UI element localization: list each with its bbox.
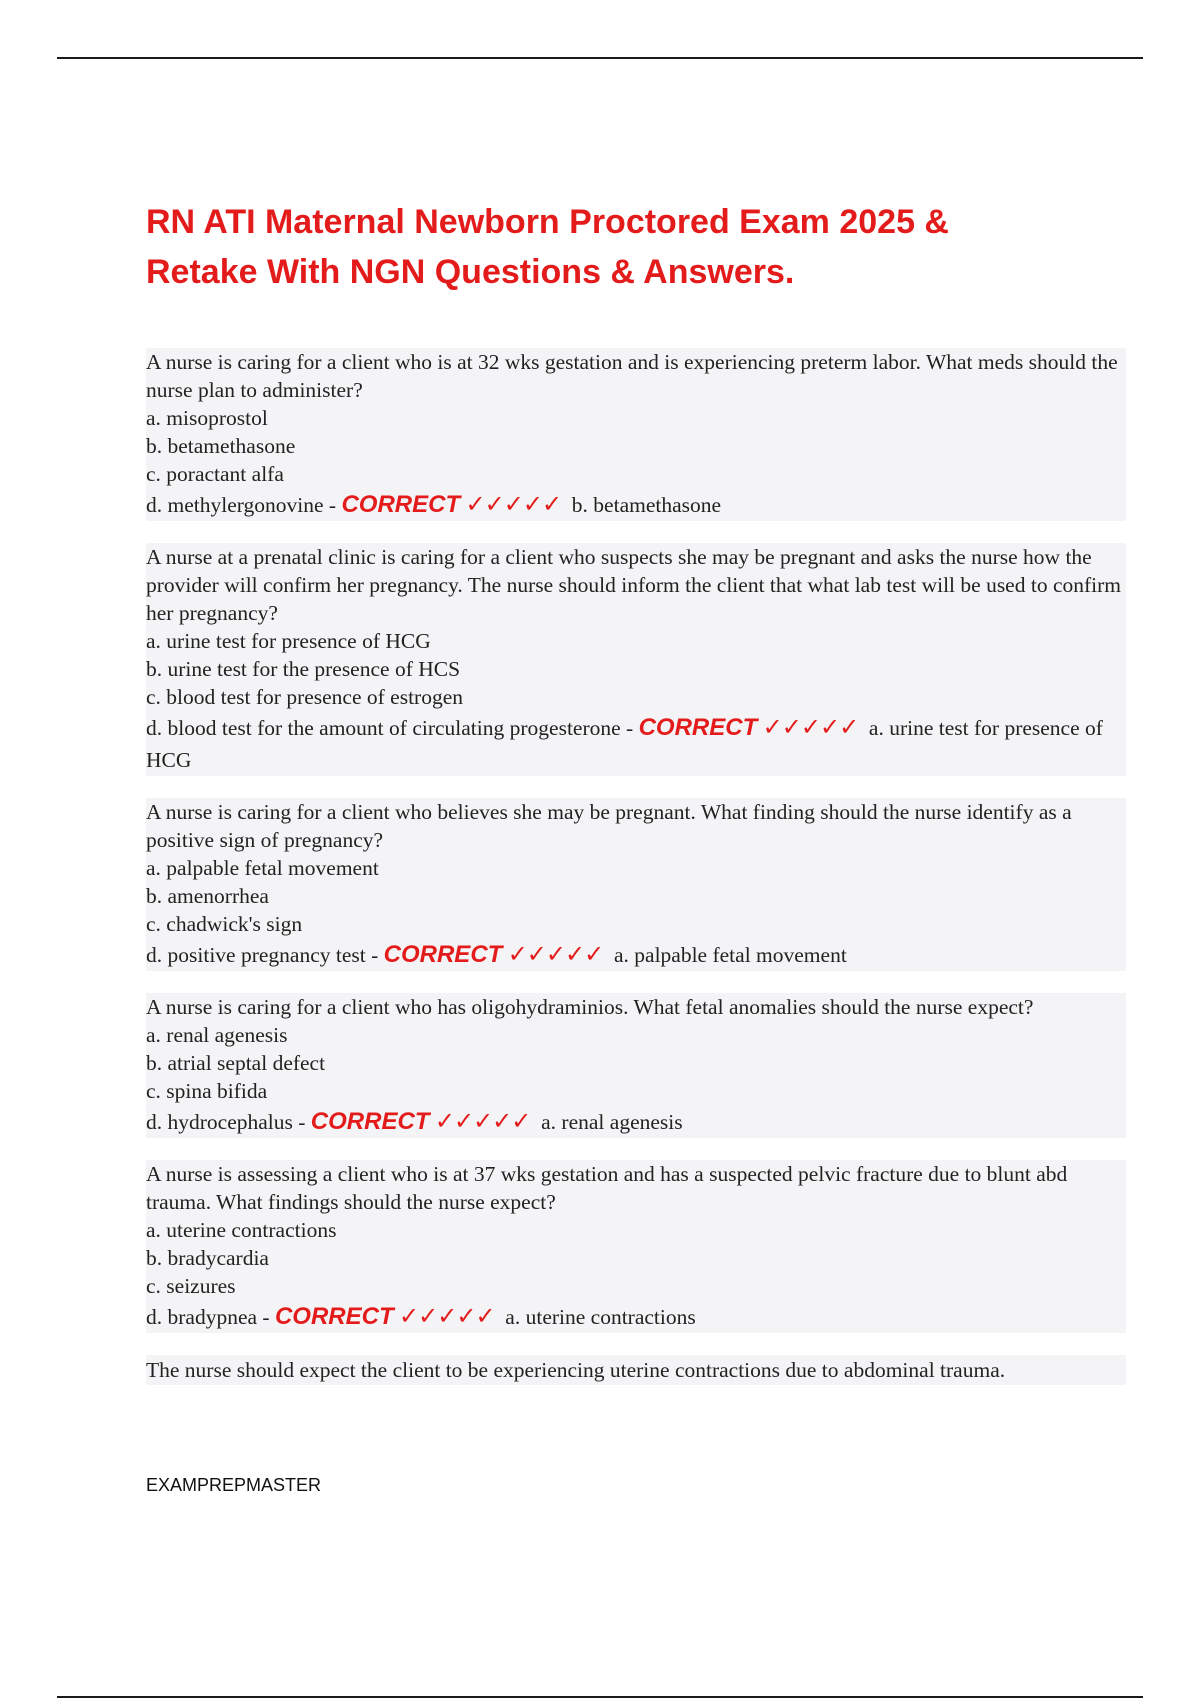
- option-a: a. uterine contractions: [146, 1216, 1126, 1244]
- checkmarks-icon: ✓✓✓✓✓: [507, 940, 604, 968]
- question-block: [146, 1160, 1126, 1333]
- option-c: c. spina bifida: [146, 1077, 1126, 1105]
- answer-line: [146, 711, 1126, 776]
- correct-answer: b. betamethasone: [571, 493, 722, 517]
- bottom-rule: [57, 1696, 1143, 1698]
- option-d: d. blood test for the amount of circulating progesterone -: [146, 716, 639, 740]
- answer-line: [146, 938, 1126, 971]
- correct-answer: a. renal agenesis: [541, 1110, 683, 1134]
- correct-label: CORRECT: [274, 1303, 394, 1330]
- answer-line: [146, 488, 1126, 521]
- option-a: a. renal agenesis: [146, 1021, 1126, 1049]
- correct-label: CORRECT: [638, 714, 758, 741]
- footer-brand: EXAMPREPMASTER: [146, 1475, 322, 1495]
- question-stem: A nurse is assessing a client who is at 37 wks gestation and has a suspected pelvic fracture due to blunt abd trauma. What findings should the nurse expect?: [146, 1160, 1126, 1216]
- correct-label: CORRECT: [341, 491, 461, 518]
- question-block: [146, 348, 1126, 521]
- question-block: [146, 798, 1126, 971]
- option-a: a. misoprostol: [146, 404, 1126, 432]
- correct-label: CORRECT: [310, 1108, 430, 1135]
- question-block: [146, 543, 1126, 776]
- option-c: c. seizures: [146, 1272, 1126, 1300]
- checkmarks-icon: ✓✓✓✓✓: [399, 1302, 495, 1330]
- correct-answer: a. uterine contractions: [505, 1305, 696, 1329]
- checkmarks-icon: ✓✓✓✓✓: [434, 1107, 531, 1135]
- option-c: c. poractant alfa: [146, 460, 1126, 488]
- correct-answer: a. urine test for presence of HCG: [146, 716, 1103, 772]
- question-stem: A nurse is caring for a client who has oligohydraminios. What fetal anomalies should the nurse expect?: [146, 993, 1126, 1021]
- option-d: d. methylergonovine -: [146, 493, 342, 517]
- option-b: b. amenorrhea: [146, 882, 1126, 910]
- option-b: b. bradycardia: [146, 1244, 1126, 1272]
- option-d: d. hydrocephalus -: [146, 1110, 311, 1134]
- option-a: a. palpable fetal movement: [146, 854, 1126, 882]
- question-stem: A nurse is caring for a client who is at 32 wks gestation and is experiencing preterm labor. What meds should the nurse plan to administer?: [146, 348, 1126, 404]
- checkmarks-icon: ✓✓✓✓✓: [465, 490, 562, 518]
- option-b: b. urine test for the presence of HCS: [146, 655, 1126, 683]
- option-a: a. urine test for presence of HCG: [146, 627, 1126, 655]
- option-c: c. chadwick's sign: [146, 910, 1126, 938]
- checkmarks-icon: ✓✓✓✓✓: [762, 713, 859, 741]
- option-b: b. atrial septal defect: [146, 1049, 1126, 1077]
- option-d: d. positive pregnancy test -: [146, 943, 384, 967]
- option-d: d. bradypnea -: [146, 1305, 275, 1329]
- question-block: [146, 993, 1126, 1138]
- option-c: c. blood test for presence of estrogen: [146, 683, 1126, 711]
- document-title: RN ATI Maternal Newborn Proctored Exam 2025 & Retake With NGN Questions & Answers.: [146, 203, 949, 291]
- correct-label: CORRECT: [383, 941, 503, 968]
- answer-line: [146, 1105, 1126, 1138]
- question-stem: A nurse is caring for a client who believes she may be pregnant. What finding should the nurse identify as a positive sign of pregnancy?: [146, 798, 1126, 854]
- correct-answer: a. palpable fetal movement: [613, 943, 847, 967]
- answer-line: [146, 1300, 1126, 1333]
- top-rule: [57, 57, 1143, 59]
- question-list: [146, 348, 1126, 1385]
- rationale-text: The nurse should expect the client to be experiencing uterine contractions due to abdominal trauma.: [146, 1355, 1126, 1385]
- question-stem: A nurse at a prenatal clinic is caring for a client who suspects she may be pregnant and asks the nurse how the provider will confirm her pregnancy. The nurse should inform the client that what lab test will be used to confirm her pregnancy?: [146, 543, 1126, 627]
- option-b: b. betamethasone: [146, 432, 1126, 460]
